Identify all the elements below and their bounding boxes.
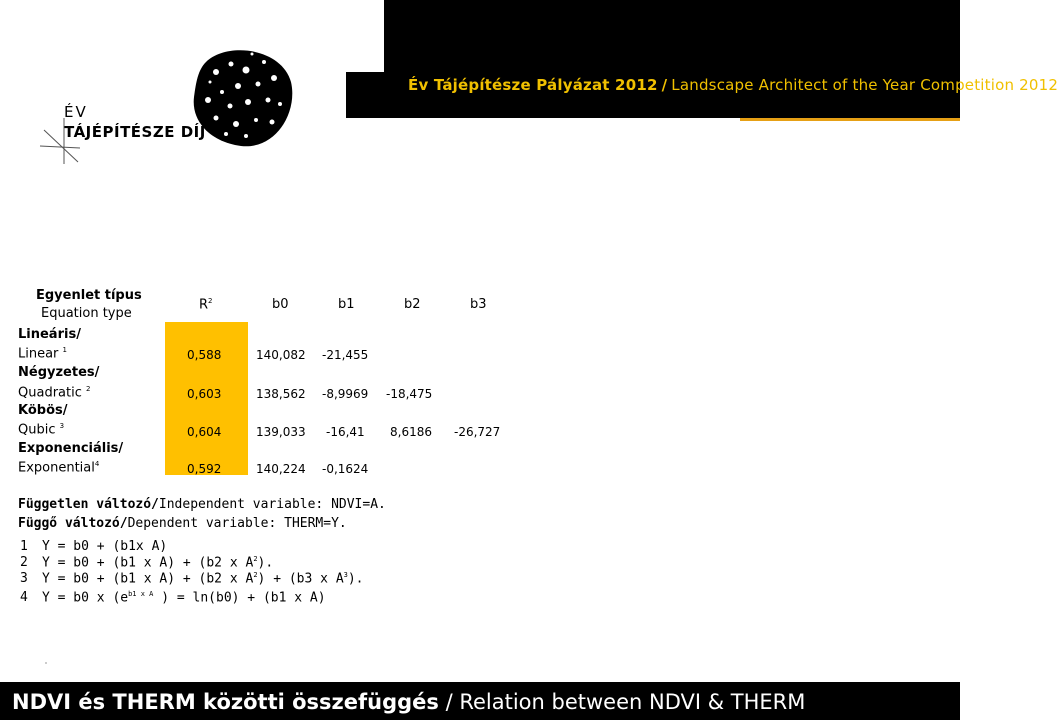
row-label-hu: Lineáris/ xyxy=(18,327,81,342)
banner-title xyxy=(408,76,1058,94)
equation-quadratic: Y = b0 + (b1 x A) + (b2 x $A^2$). xyxy=(42,555,274,571)
row-label-hu: Köbös/ xyxy=(18,403,68,418)
cell-r2: 0,604 xyxy=(187,425,222,439)
cell-b0: 140,224 xyxy=(256,462,306,476)
column-header-b3: b3 xyxy=(470,297,487,312)
column-header-b0: b0 xyxy=(272,297,289,312)
header-type-en: Equation type xyxy=(41,306,132,321)
row-label-en: Linear $^1$ xyxy=(18,346,68,362)
logo-text-ev: ÉV xyxy=(64,103,88,121)
cell-b1: -21,455 xyxy=(322,348,369,362)
decorative-dot xyxy=(45,662,47,664)
logo-text-title: TÁJÉPÍTÉSZE DÍJ xyxy=(64,123,206,141)
equation-number: 4 xyxy=(20,590,28,605)
equation-number: 1 xyxy=(20,539,28,554)
row-label-en: Qubic $^3$ xyxy=(18,422,65,438)
banner-title-hu: Év Tájépítésze Pályázat 2012 xyxy=(408,76,658,94)
banner-separator: / xyxy=(661,76,668,94)
cell-b3: -26,727 xyxy=(454,425,501,439)
cell-b1: -8,9969 xyxy=(322,387,369,401)
cell-r2: 0,592 xyxy=(187,462,222,476)
column-header-b1: b1 xyxy=(338,297,355,312)
row-label-en: Quadratic $^2$ xyxy=(18,385,91,401)
header-type-hu: Egyenlet típus xyxy=(36,288,142,303)
cell-b1: -16,41 xyxy=(326,425,365,439)
cell-b2: 8,6186 xyxy=(390,425,432,439)
independent-variable-note: Független változó/Independent variable: NDVI=A. xyxy=(18,497,386,512)
logo-cross-icon xyxy=(40,118,80,164)
cell-b0: 138,562 xyxy=(256,387,306,401)
slide-title: NDVI és THERM közötti összefüggés / Relation between NDVI & THERM xyxy=(12,690,806,714)
dependent-variable-note: Függő változó/Dependent variable: THERM=Y. xyxy=(18,516,347,531)
cell-b1: -0,1624 xyxy=(322,462,369,476)
cell-b2: -18,475 xyxy=(386,387,433,401)
cell-b0: 140,082 xyxy=(256,348,306,362)
row-label-hu: Exponenciális/ xyxy=(18,441,124,456)
banner-accent-line xyxy=(740,118,960,121)
equation-cubic: Y = b0 + (b1 x A) + (b2 x $A^2) + (b3$ x $A^3$). xyxy=(42,571,364,587)
equation-number: 2 xyxy=(20,555,28,570)
equation-linear: Y = b0 + (b1x A) xyxy=(42,539,168,554)
cell-r2: 0,588 xyxy=(187,348,222,362)
banner-title-en: Landscape Architect of the Year Competition 2012 xyxy=(671,76,1058,94)
row-label-en: Exponential$^4$ xyxy=(18,460,100,476)
column-header-b2: b2 xyxy=(404,297,421,312)
column-header-r2: $R^2$ xyxy=(199,297,213,313)
cell-r2: 0,603 xyxy=(187,387,222,401)
equation-number: 3 xyxy=(20,571,28,586)
header-black-block xyxy=(384,0,960,72)
cell-b0: 139,033 xyxy=(256,425,306,439)
equation-exponential: Y = b0 x ($e^{b1 x A}$ ) = ln(b0) + (b1 x A) xyxy=(42,590,326,606)
row-label-hu: Négyzetes/ xyxy=(18,365,100,380)
